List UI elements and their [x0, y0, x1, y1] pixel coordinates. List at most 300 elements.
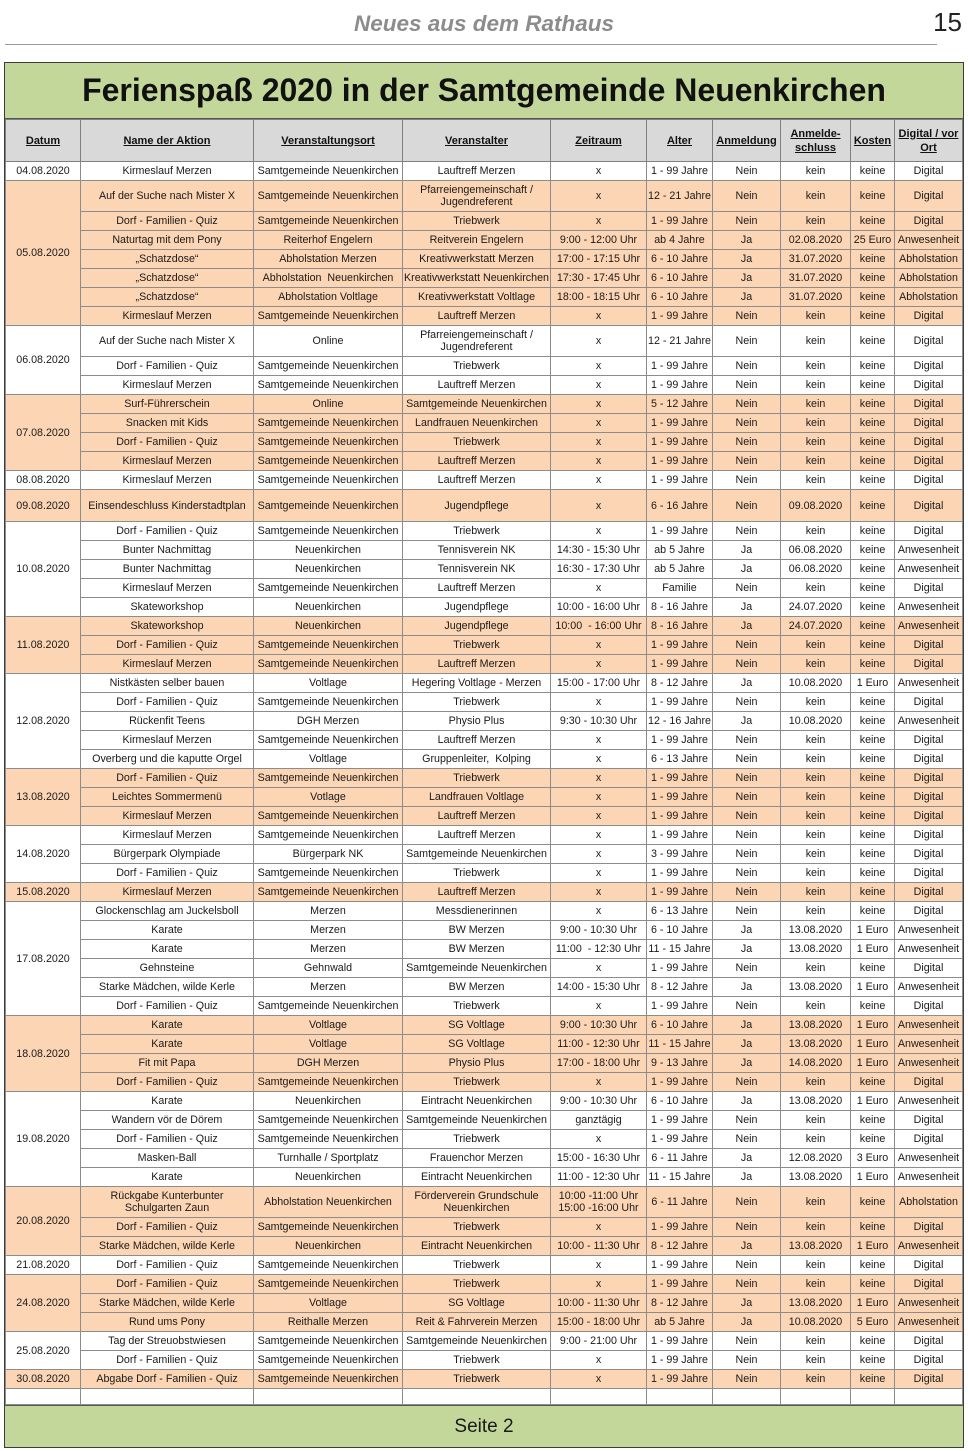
cell-time: x [551, 1218, 647, 1237]
cell-registration: Nein [713, 1332, 781, 1351]
empty-cell [551, 1389, 647, 1405]
cell-format: Digital [895, 490, 963, 522]
table-row [6, 1149, 963, 1168]
cell-format: Anwesenheit [895, 231, 963, 250]
cell-location: Samtgemeinde Neuenkirchen [254, 807, 403, 826]
cell-registration: Ja [713, 1054, 781, 1073]
cell-time: x [551, 902, 647, 921]
cell-organizer: Triebwerk [403, 1073, 551, 1092]
cell-organizer: Lauftreff Merzen [403, 655, 551, 674]
cell-organizer: Landfrauen Voltlage [403, 788, 551, 807]
page-footer: Seite 2 [5, 1405, 963, 1447]
cell-deadline: 13.08.2020 [781, 978, 851, 997]
cell-time: x [551, 162, 647, 181]
cell-age: 6 - 10 Jahre [647, 1092, 713, 1111]
cell-age: 1 - 99 Jahre [647, 433, 713, 452]
cell-name: Bunter Nachmittag [81, 541, 254, 560]
cell-name: Starke Mädchen, wilde Kerle [81, 978, 254, 997]
cell-location: Samtgemeinde Neuenkirchen [254, 1073, 403, 1092]
cell-organizer: Eintracht Neuenkirchen [403, 1092, 551, 1111]
cell-location: Samtgemeinde Neuenkirchen [254, 693, 403, 712]
cell-location: Voltlage [254, 1016, 403, 1035]
cell-location: Samtgemeinde Neuenkirchen [254, 357, 403, 376]
cell-name: Kirmeslauf Merzen [81, 731, 254, 750]
table-row [6, 1275, 963, 1294]
cell-name: Tag der Streuobstwiesen [81, 1332, 254, 1351]
cell-format: Abholstation [895, 250, 963, 269]
cell-cost: keine [851, 1111, 895, 1130]
cell-deadline: 10.08.2020 [781, 674, 851, 693]
date-cell: 09.08.2020 [6, 490, 81, 522]
cell-cost: keine [851, 731, 895, 750]
cell-organizer: Jugendpflege [403, 617, 551, 636]
date-cell: 14.08.2020 [6, 826, 81, 883]
cell-age: 11 - 15 Jahre [647, 1168, 713, 1187]
cell-organizer: Samtgemeinde Neuenkirchen [403, 1111, 551, 1130]
cell-name: Karate [81, 1035, 254, 1054]
cell-name: Dorf - Familien - Quiz [81, 636, 254, 655]
date-cell: 13.08.2020 [6, 769, 81, 826]
cell-age: Familie [647, 579, 713, 598]
cell-name: Einsendeschluss Kinderstadtplan [81, 490, 254, 522]
cell-registration: Ja [713, 674, 781, 693]
table-row [6, 826, 963, 845]
cell-deadline: 13.08.2020 [781, 1168, 851, 1187]
table-row [6, 864, 963, 883]
cell-registration: Nein [713, 490, 781, 522]
cell-registration: Ja [713, 1092, 781, 1111]
cell-name: Starke Mädchen, wilde Kerle [81, 1237, 254, 1256]
cell-format: Anwesenheit [895, 712, 963, 731]
cell-format: Digital [895, 769, 963, 788]
cell-deadline: kein [781, 1332, 851, 1351]
cell-format: Digital [895, 181, 963, 212]
cell-deadline: kein [781, 307, 851, 326]
cell-deadline: kein [781, 959, 851, 978]
column-header-registration: Anmeldung [713, 120, 781, 162]
cell-cost: 1 Euro [851, 1092, 895, 1111]
cell-format: Abholstation [895, 269, 963, 288]
cell-deadline: kein [781, 376, 851, 395]
cell-deadline: kein [781, 902, 851, 921]
cell-format: Anwesenheit [895, 674, 963, 693]
cell-location: Samtgemeinde Neuenkirchen [254, 636, 403, 655]
cell-cost: keine [851, 1332, 895, 1351]
date-cell: 20.08.2020 [6, 1187, 81, 1256]
cell-name: Kirmeslauf Merzen [81, 471, 254, 490]
cell-time: x [551, 864, 647, 883]
cell-age: 6 - 10 Jahre [647, 921, 713, 940]
cell-time: x [551, 395, 647, 414]
cell-organizer: Reitverein Engelern [403, 231, 551, 250]
cell-registration: Nein [713, 414, 781, 433]
cell-registration: Nein [713, 1111, 781, 1130]
cell-registration: Nein [713, 579, 781, 598]
column-header-date: Datum [6, 120, 81, 162]
cell-registration: Ja [713, 269, 781, 288]
cell-organizer: SG Voltlage [403, 1294, 551, 1313]
cell-registration: Ja [713, 1016, 781, 1035]
cell-organizer: Jugendpflege [403, 490, 551, 522]
cell-location: Samtgemeinde Neuenkirchen [254, 826, 403, 845]
cell-format: Digital [895, 1370, 963, 1389]
cell-location: Voltlage [254, 1294, 403, 1313]
cell-location: Voltlage [254, 750, 403, 769]
cell-location: Samtgemeinde Neuenkirchen [254, 414, 403, 433]
cell-cost: keine [851, 307, 895, 326]
cell-location: Voltlage [254, 674, 403, 693]
cell-organizer: Samtgemeinde Neuenkirchen [403, 395, 551, 414]
cell-registration: Nein [713, 1256, 781, 1275]
date-cell: 10.08.2020 [6, 522, 81, 617]
table-row [6, 978, 963, 997]
cell-cost: keine [851, 162, 895, 181]
cell-format: Digital [895, 433, 963, 452]
cell-name: Dorf - Familien - Quiz [81, 1351, 254, 1370]
table-row [6, 452, 963, 471]
cell-cost: 3 Euro [851, 1149, 895, 1168]
table-row [6, 212, 963, 231]
cell-deadline: kein [781, 750, 851, 769]
empty-cell [781, 1389, 851, 1405]
cell-format: Digital [895, 471, 963, 490]
cell-time: x [551, 471, 647, 490]
table-row [6, 414, 963, 433]
cell-name: Kirmeslauf Merzen [81, 452, 254, 471]
cell-location: Samtgemeinde Neuenkirchen [254, 1351, 403, 1370]
table-row [6, 395, 963, 414]
cell-cost: keine [851, 598, 895, 617]
cell-cost: keine [851, 250, 895, 269]
empty-row [6, 1389, 963, 1405]
cell-name: Rund ums Pony [81, 1313, 254, 1332]
cell-time: x [551, 1073, 647, 1092]
cell-name: „Schatzdose“ [81, 288, 254, 307]
cell-registration: Ja [713, 598, 781, 617]
cell-cost: 1 Euro [851, 1035, 895, 1054]
cell-age: 6 - 16 Jahre [647, 490, 713, 522]
cell-organizer: Triebwerk [403, 357, 551, 376]
cell-name: Karate [81, 940, 254, 959]
table-row [6, 1111, 963, 1130]
cell-time: 14:00 - 15:30 Uhr [551, 978, 647, 997]
cell-time: x [551, 845, 647, 864]
cell-location: Merzen [254, 902, 403, 921]
cell-cost: keine [851, 997, 895, 1016]
cell-age: 1 - 99 Jahre [647, 1130, 713, 1149]
cell-age: 11 - 15 Jahre [647, 940, 713, 959]
empty-cell [81, 1389, 254, 1405]
cell-cost: keine [851, 826, 895, 845]
cell-location: Neuenkirchen [254, 560, 403, 579]
cell-deadline: kein [781, 414, 851, 433]
date-cell: 24.08.2020 [6, 1275, 81, 1332]
cell-location: Neuenkirchen [254, 1092, 403, 1111]
cell-cost: 25 Euro [851, 231, 895, 250]
cell-name: Fit mit Papa [81, 1054, 254, 1073]
header-rule [5, 44, 937, 45]
cell-format: Digital [895, 883, 963, 902]
cell-age: 6 - 13 Jahre [647, 902, 713, 921]
cell-cost: keine [851, 490, 895, 522]
cell-time: x [551, 522, 647, 541]
cell-age: 8 - 16 Jahre [647, 598, 713, 617]
cell-registration: Nein [713, 1218, 781, 1237]
cell-registration: Ja [713, 1313, 781, 1332]
cell-cost: keine [851, 1256, 895, 1275]
cell-cost: keine [851, 395, 895, 414]
table-row [6, 1218, 963, 1237]
cell-registration: Ja [713, 712, 781, 731]
cell-registration: Ja [713, 288, 781, 307]
cell-registration: Ja [713, 617, 781, 636]
cell-age: 1 - 99 Jahre [647, 769, 713, 788]
table-row [6, 1294, 963, 1313]
cell-name: Snacken mit Kids [81, 414, 254, 433]
cell-name: Abgabe Dorf - Familien - Quiz [81, 1370, 254, 1389]
cell-age: 1 - 99 Jahre [647, 807, 713, 826]
cell-registration: Ja [713, 560, 781, 579]
cell-deadline: kein [781, 997, 851, 1016]
column-header-name: Name der Aktion [81, 120, 254, 162]
cell-time: 10:00 - 11:30 Uhr [551, 1237, 647, 1256]
cell-registration: Nein [713, 788, 781, 807]
cell-name: Dorf - Familien - Quiz [81, 1218, 254, 1237]
cell-age: 1 - 99 Jahre [647, 414, 713, 433]
cell-location: Samtgemeinde Neuenkirchen [254, 376, 403, 395]
cell-cost: keine [851, 181, 895, 212]
cell-format: Digital [895, 326, 963, 357]
cell-deadline: kein [781, 807, 851, 826]
cell-deadline: 31.07.2020 [781, 288, 851, 307]
cell-organizer: Kreativwerkstatt Neuenkirchen [403, 269, 551, 288]
cell-format: Anwesenheit [895, 1054, 963, 1073]
table-row [6, 1073, 963, 1092]
cell-format: Digital [895, 693, 963, 712]
cell-name: Auf der Suche nach Mister X [81, 181, 254, 212]
cell-deadline: kein [781, 864, 851, 883]
cell-format: Digital [895, 902, 963, 921]
table-row [6, 674, 963, 693]
table-row [6, 731, 963, 750]
cell-location: Samtgemeinde Neuenkirchen [254, 1130, 403, 1149]
cell-age: 1 - 99 Jahre [647, 883, 713, 902]
cell-cost: 1 Euro [851, 1294, 895, 1313]
cell-format: Abholstation [895, 1187, 963, 1218]
cell-time: 14:30 - 15:30 Uhr [551, 541, 647, 560]
cell-format: Anwesenheit [895, 1092, 963, 1111]
cell-registration: Ja [713, 1294, 781, 1313]
table-row [6, 769, 963, 788]
table-row [6, 712, 963, 731]
cell-registration: Nein [713, 376, 781, 395]
cell-name: Rückgabe Kunterbunter Schulgarten Zaun [81, 1187, 254, 1218]
cell-cost: 1 Euro [851, 674, 895, 693]
date-cell: 17.08.2020 [6, 902, 81, 1016]
cell-format: Digital [895, 162, 963, 181]
cell-location: Samtgemeinde Neuenkirchen [254, 883, 403, 902]
cell-registration: Nein [713, 522, 781, 541]
cell-name: Bürgerpark Olympiade [81, 845, 254, 864]
cell-deadline: 06.08.2020 [781, 560, 851, 579]
cell-location: Samtgemeinde Neuenkirchen [254, 1256, 403, 1275]
cell-organizer: Triebwerk [403, 522, 551, 541]
masthead-title: Neues aus dem Rathaus [353, 11, 615, 36]
table-row [6, 181, 963, 212]
cell-cost: keine [851, 807, 895, 826]
cell-organizer: Triebwerk [403, 1218, 551, 1237]
date-cell: 12.08.2020 [6, 674, 81, 769]
cell-deadline: kein [781, 471, 851, 490]
cell-format: Anwesenheit [895, 1149, 963, 1168]
cell-cost: keine [851, 693, 895, 712]
events-table [5, 119, 963, 1405]
cell-cost: 1 Euro [851, 1168, 895, 1187]
cell-cost: keine [851, 1218, 895, 1237]
cell-location: Samtgemeinde Neuenkirchen [254, 433, 403, 452]
table-row [6, 1256, 963, 1275]
cell-deadline: kein [781, 1256, 851, 1275]
cell-age: 8 - 12 Jahre [647, 1237, 713, 1256]
cell-location: Bürgerpark NK [254, 845, 403, 864]
cell-time: x [551, 212, 647, 231]
cell-location: Samtgemeinde Neuenkirchen [254, 1111, 403, 1130]
cell-registration: Ja [713, 541, 781, 560]
cell-name: Kirmeslauf Merzen [81, 883, 254, 902]
cell-organizer: Reit & Fahrverein Merzen [403, 1313, 551, 1332]
cell-cost: keine [851, 655, 895, 674]
cell-age: 8 - 12 Jahre [647, 978, 713, 997]
cell-deadline: kein [781, 883, 851, 902]
cell-registration: Nein [713, 433, 781, 452]
cell-format: Digital [895, 807, 963, 826]
cell-organizer: Lauftreff Merzen [403, 826, 551, 845]
table-row [6, 288, 963, 307]
cell-time: x [551, 997, 647, 1016]
cell-cost: 5 Euro [851, 1313, 895, 1332]
cell-format: Digital [895, 788, 963, 807]
cell-location: Samtgemeinde Neuenkirchen [254, 212, 403, 231]
date-cell: 25.08.2020 [6, 1332, 81, 1370]
cell-time: x [551, 769, 647, 788]
cell-location: Samtgemeinde Neuenkirchen [254, 579, 403, 598]
cell-location: Online [254, 395, 403, 414]
cell-registration: Ja [713, 940, 781, 959]
cell-deadline: kein [781, 357, 851, 376]
cell-time: x [551, 181, 647, 212]
cell-location: Reiterhof Engelern [254, 231, 403, 250]
cell-time: 11:00 - 12:30 Uhr [551, 1035, 647, 1054]
table-row [6, 807, 963, 826]
cell-age: 1 - 99 Jahre [647, 788, 713, 807]
cell-organizer: Triebwerk [403, 1351, 551, 1370]
cell-format: Digital [895, 307, 963, 326]
cell-age: ab 4 Jahre [647, 231, 713, 250]
date-cell: 19.08.2020 [6, 1092, 81, 1187]
cell-organizer: Lauftreff Merzen [403, 807, 551, 826]
cell-time: x [551, 433, 647, 452]
cell-name: Dorf - Familien - Quiz [81, 212, 254, 231]
cell-age: 1 - 99 Jahre [647, 357, 713, 376]
cell-name: Auf der Suche nach Mister X [81, 326, 254, 357]
cell-time: x [551, 1275, 647, 1294]
cell-age: 1 - 99 Jahre [647, 1218, 713, 1237]
cell-age: 1 - 99 Jahre [647, 826, 713, 845]
cell-format: Digital [895, 395, 963, 414]
table-row [6, 1092, 963, 1111]
cell-registration: Nein [713, 1275, 781, 1294]
cell-age: 6 - 10 Jahre [647, 288, 713, 307]
table-row [6, 921, 963, 940]
cell-organizer: Lauftreff Merzen [403, 471, 551, 490]
cell-cost: 1 Euro [851, 1054, 895, 1073]
cell-deadline: kein [781, 433, 851, 452]
table-row [6, 1313, 963, 1332]
cell-time: 10:00 - 16:00 Uhr [551, 617, 647, 636]
cell-time: x [551, 636, 647, 655]
cell-location: Neuenkirchen [254, 1237, 403, 1256]
cell-organizer: Lauftreff Merzen [403, 452, 551, 471]
cell-age: 1 - 99 Jahre [647, 1275, 713, 1294]
cell-organizer: Kreativwerkstatt Voltlage [403, 288, 551, 307]
cell-age: 6 - 11 Jahre [647, 1149, 713, 1168]
cell-name: Naturtag mit dem Pony [81, 231, 254, 250]
cell-location: Merzen [254, 940, 403, 959]
cell-format: Anwesenheit [895, 940, 963, 959]
cell-age: 1 - 99 Jahre [647, 1351, 713, 1370]
cell-format: Digital [895, 864, 963, 883]
table-row [6, 788, 963, 807]
cell-organizer: Physio Plus [403, 712, 551, 731]
empty-cell [254, 1389, 403, 1405]
cell-cost: keine [851, 269, 895, 288]
table-row [6, 655, 963, 674]
cell-cost: keine [851, 1275, 895, 1294]
cell-cost: keine [851, 902, 895, 921]
cell-name: Starke Mädchen, wilde Kerle [81, 1294, 254, 1313]
table-row [6, 1332, 963, 1351]
cell-format: Digital [895, 1111, 963, 1130]
cell-cost: keine [851, 769, 895, 788]
cell-time: x [551, 693, 647, 712]
cell-location: Samtgemeinde Neuenkirchen [254, 1332, 403, 1351]
column-header-location: Veranstaltungsort [254, 120, 403, 162]
cell-time: x [551, 357, 647, 376]
cell-format: Digital [895, 1351, 963, 1370]
cell-name: Glockenschlag am Juckelsboll [81, 902, 254, 921]
cell-name: Kirmeslauf Merzen [81, 376, 254, 395]
cell-registration: Ja [713, 231, 781, 250]
cell-name: Dorf - Familien - Quiz [81, 357, 254, 376]
date-cell: 05.08.2020 [6, 181, 81, 326]
date-cell: 06.08.2020 [6, 326, 81, 395]
cell-deadline: kein [781, 826, 851, 845]
cell-registration: Nein [713, 864, 781, 883]
cell-registration: Nein [713, 807, 781, 826]
cell-deadline: kein [781, 636, 851, 655]
cell-time: 15:00 - 18:00 Uhr [551, 1313, 647, 1332]
column-header-format: Digital / vor Ort [895, 120, 963, 162]
cell-registration: Nein [713, 471, 781, 490]
cell-cost: 1 Euro [851, 1237, 895, 1256]
cell-registration: Nein [713, 826, 781, 845]
cell-location: Merzen [254, 921, 403, 940]
cell-age: 6 - 10 Jahre [647, 1016, 713, 1035]
cell-name: Karate [81, 921, 254, 940]
cell-format: Anwesenheit [895, 598, 963, 617]
table-row [6, 1351, 963, 1370]
cell-location: Neuenkirchen [254, 1168, 403, 1187]
